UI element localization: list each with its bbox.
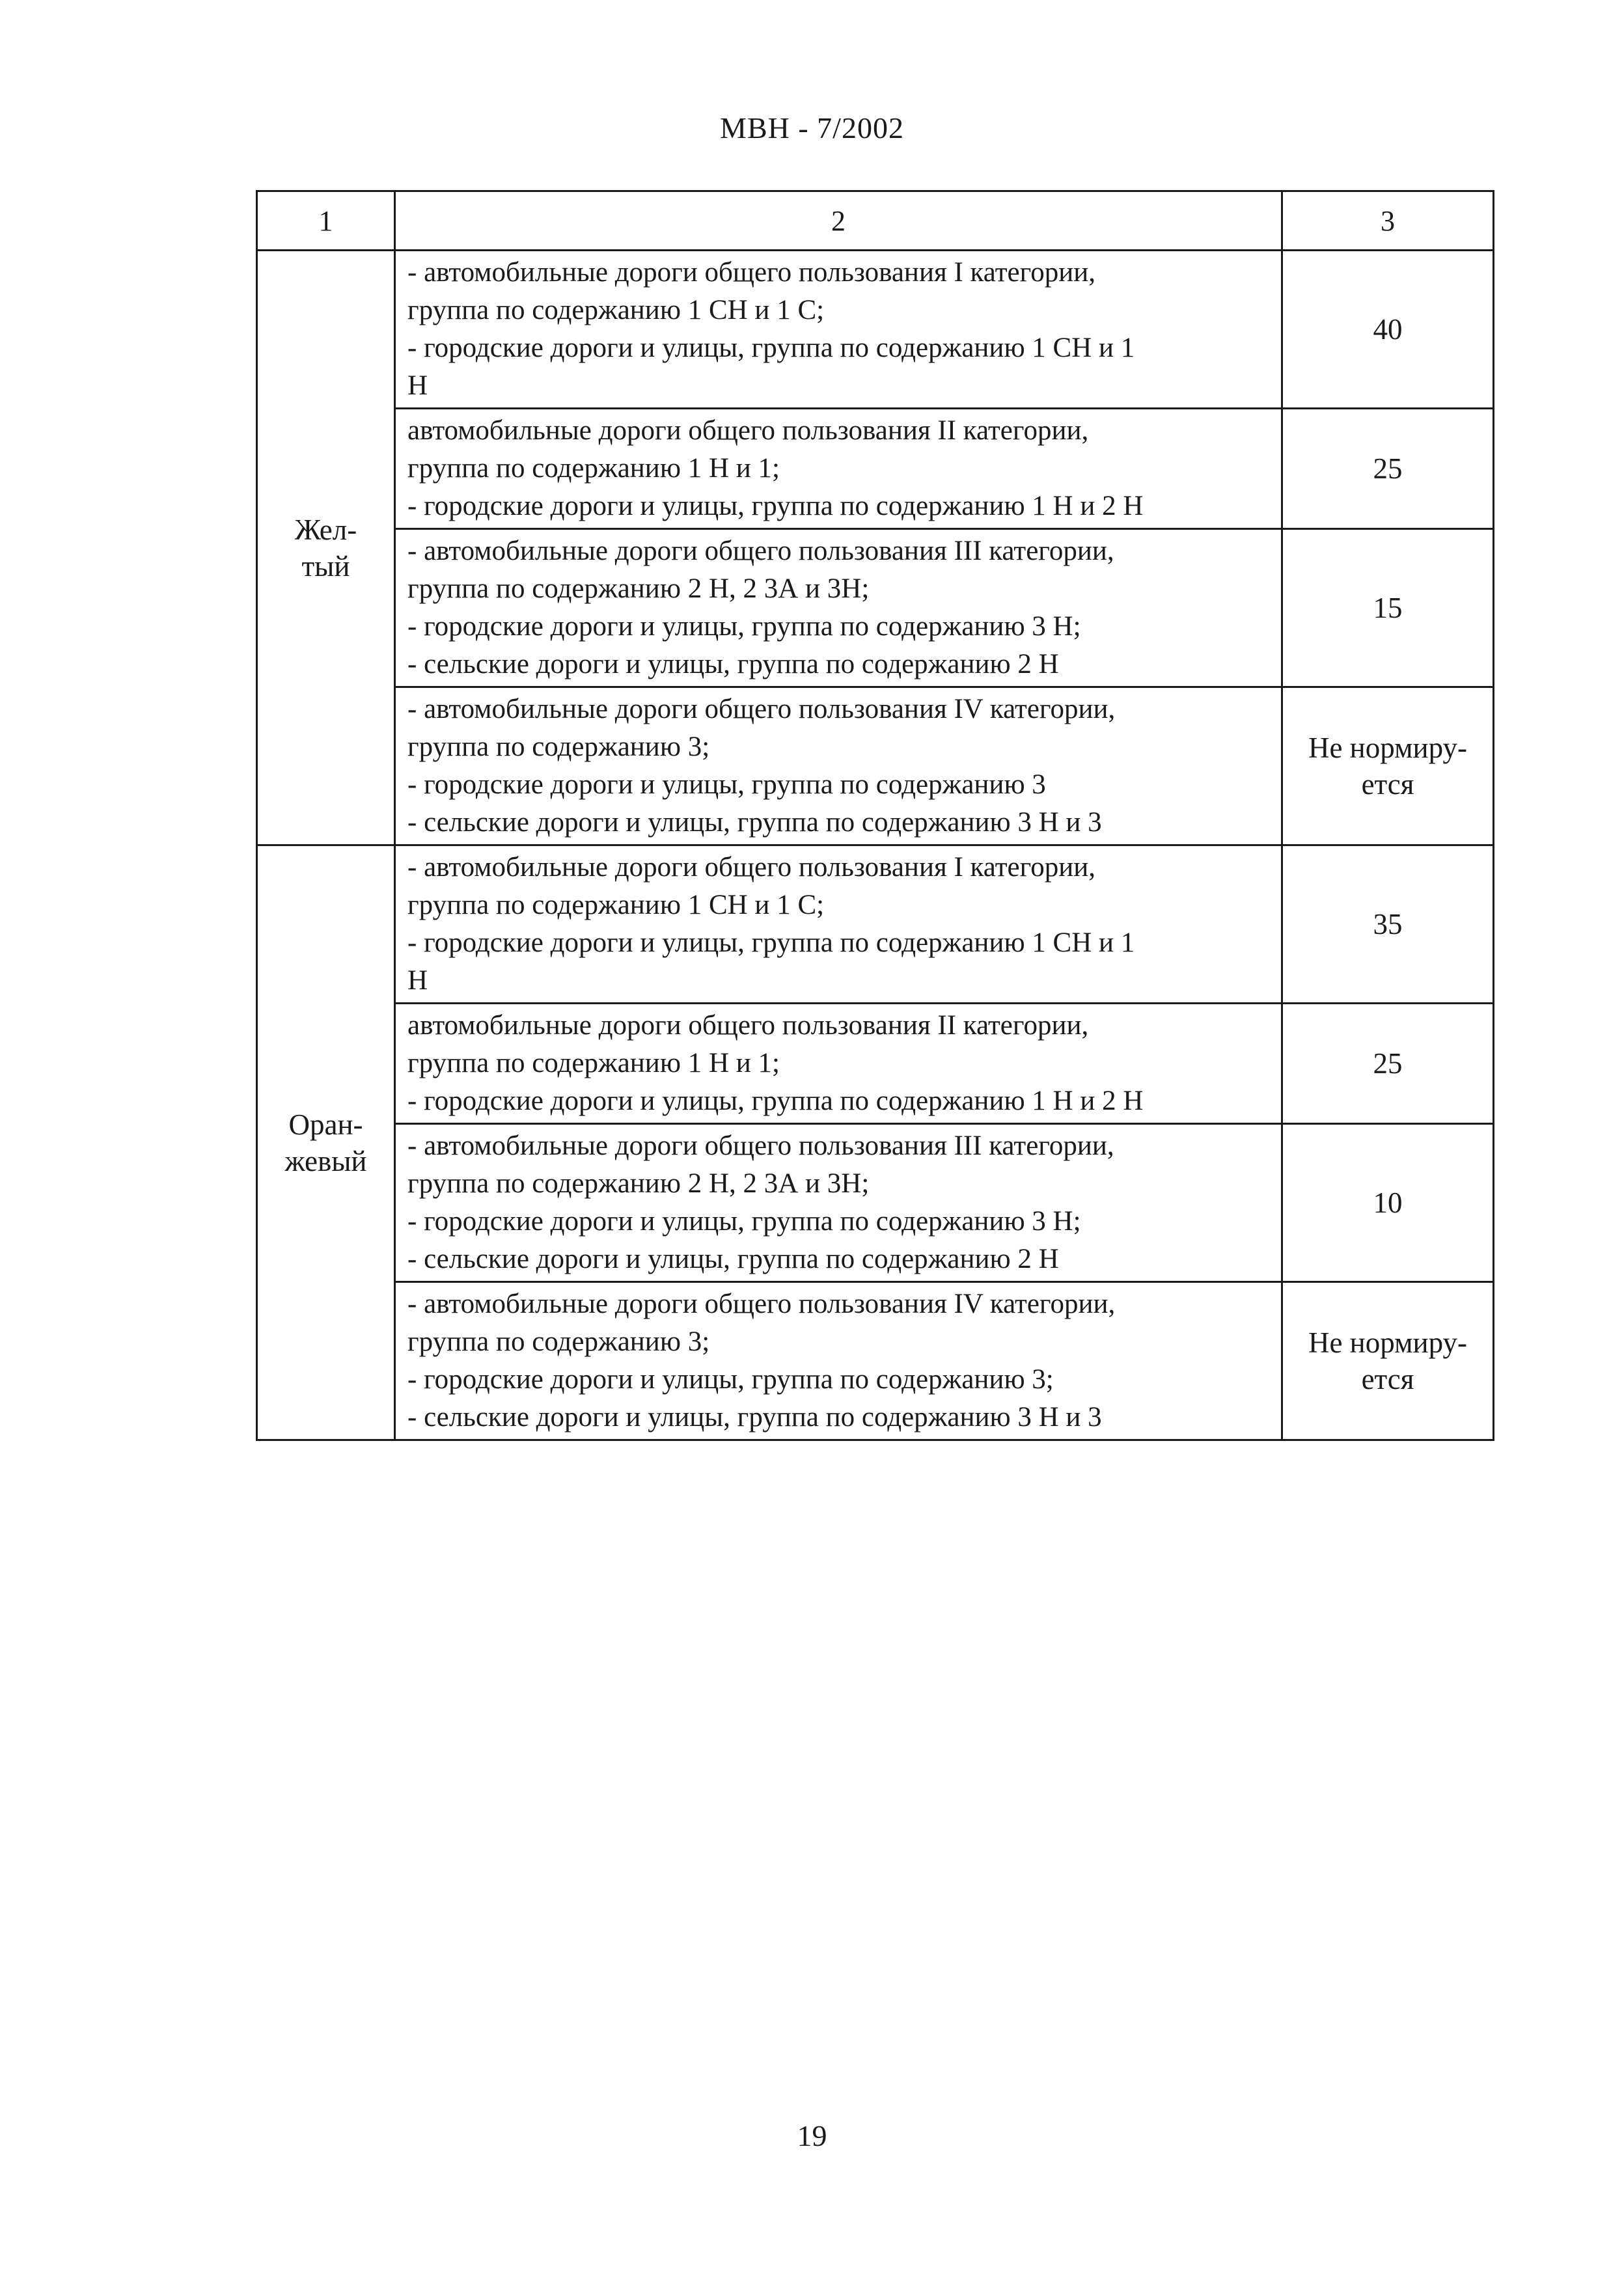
description-line: - городские дороги и улицы, группа по содержанию 3 Н; — [407, 1206, 1081, 1237]
table-row — [257, 687, 1494, 845]
description-line: - автомобильные дороги общего пользования I категории, — [407, 257, 1095, 288]
table-row — [257, 409, 1494, 529]
value-line: 15 — [1373, 592, 1403, 624]
value-line: 25 — [1373, 1047, 1403, 1080]
page-number: 19 — [797, 2119, 827, 2152]
table-row — [257, 845, 1494, 1004]
value-cell — [1282, 251, 1494, 409]
value-cell — [1282, 1004, 1494, 1124]
norms-table — [256, 190, 1494, 1441]
description-line: - городские дороги и улицы, группа по содержанию 3 — [407, 769, 1046, 800]
group-label-cell — [257, 845, 395, 1440]
value-cell — [1282, 845, 1494, 1004]
value-cell — [1282, 1282, 1494, 1440]
road-description-cell — [395, 1124, 1282, 1282]
description-line: - городские дороги и улицы, группа по содержанию 3 Н; — [407, 611, 1081, 642]
value-line: ется — [1361, 1363, 1414, 1395]
description-line: группа по содержанию 3; — [407, 1326, 710, 1357]
road-description-cell — [395, 1004, 1282, 1124]
value-cell — [1282, 529, 1494, 687]
column-header-1: 1 — [257, 191, 395, 251]
description-line: группа по содержанию 3; — [407, 732, 710, 762]
description-line: - автомобильные дороги общего пользования IV категории, — [407, 1289, 1116, 1319]
road-description-cell — [395, 845, 1282, 1004]
value-line: 40 — [1373, 313, 1403, 346]
road-description-cell — [395, 529, 1282, 687]
description-line: группа по содержанию 2 Н, 2 3А и 3Н; — [407, 1168, 870, 1199]
table-row — [257, 1124, 1494, 1282]
road-description-cell — [395, 1282, 1282, 1440]
description-line: автомобильные дороги общего пользования II категории, — [407, 415, 1089, 446]
group-label-cell — [257, 251, 395, 845]
value-line: ется — [1361, 768, 1414, 801]
description-line: - автомобильные дороги общего пользования I категории, — [407, 852, 1095, 883]
table-row — [257, 529, 1494, 687]
road-description-cell — [395, 409, 1282, 529]
running-title: МВН - 7/2002 — [720, 111, 904, 144]
description-line: - городские дороги и улицы, группа по содержанию 1 СН и 1 — [407, 333, 1135, 363]
description-line: - городские дороги и улицы, группа по содержанию 3; — [407, 1364, 1054, 1395]
road-description-cell — [395, 251, 1282, 409]
table-row — [257, 1282, 1494, 1440]
description-line: - сельские дороги и улицы, группа по содержанию 2 Н — [407, 649, 1059, 679]
description-line: - городские дороги и улицы, группа по содержанию 1 Н и 2 Н — [407, 491, 1144, 521]
table-body — [257, 191, 1494, 1440]
value-cell — [1282, 1124, 1494, 1282]
description-line: группа по содержанию 1 Н и 1; — [407, 453, 780, 484]
table-header-row — [257, 191, 1494, 251]
value-line: 25 — [1373, 452, 1403, 485]
column-header-3: 3 — [1282, 191, 1494, 251]
table-row — [257, 251, 1494, 409]
description-line: - сельские дороги и улицы, группа по содержанию 3 Н и 3 — [407, 807, 1102, 838]
value-line: 10 — [1373, 1186, 1403, 1219]
description-line: Н — [407, 965, 428, 996]
description-line: группа по содержанию 2 Н, 2 3А и 3Н; — [407, 573, 870, 604]
group-label-line: тый — [301, 549, 350, 583]
description-line: группа по содержанию 1 СН и 1 С; — [407, 890, 825, 920]
value-cell — [1282, 687, 1494, 845]
column-header-2: 2 — [395, 191, 1282, 251]
group-label-line: Жел- — [294, 513, 357, 546]
value-cell — [1282, 409, 1494, 529]
description-line: - автомобильные дороги общего пользования IV категории, — [407, 694, 1116, 724]
description-line: группа по содержанию 1 СН и 1 С; — [407, 295, 825, 325]
description-line: - автомобильные дороги общего пользования III категории, — [407, 536, 1114, 566]
group-label-line: жевый — [284, 1144, 367, 1177]
description-line: группа по содержанию 1 Н и 1; — [407, 1048, 780, 1078]
description-line: Н — [407, 370, 428, 401]
table-row — [257, 1004, 1494, 1124]
description-line: - автомобильные дороги общего пользования III категории, — [407, 1131, 1114, 1161]
description-line: - городские дороги и улицы, группа по содержанию 1 Н и 2 Н — [407, 1086, 1144, 1116]
value-line: Не нормиру- — [1308, 1326, 1468, 1359]
description-line: - сельские дороги и улицы, группа по содержанию 2 Н — [407, 1244, 1059, 1274]
road-description-cell — [395, 687, 1282, 845]
value-line: Не нормиру- — [1308, 732, 1468, 764]
value-line: 35 — [1373, 908, 1403, 940]
description-line: - городские дороги и улицы, группа по содержанию 1 СН и 1 — [407, 927, 1135, 958]
description-line: автомобильные дороги общего пользования II категории, — [407, 1010, 1089, 1041]
group-label-line: Оран- — [288, 1108, 363, 1141]
description-line: - сельские дороги и улицы, группа по содержанию 3 Н и 3 — [407, 1402, 1102, 1432]
